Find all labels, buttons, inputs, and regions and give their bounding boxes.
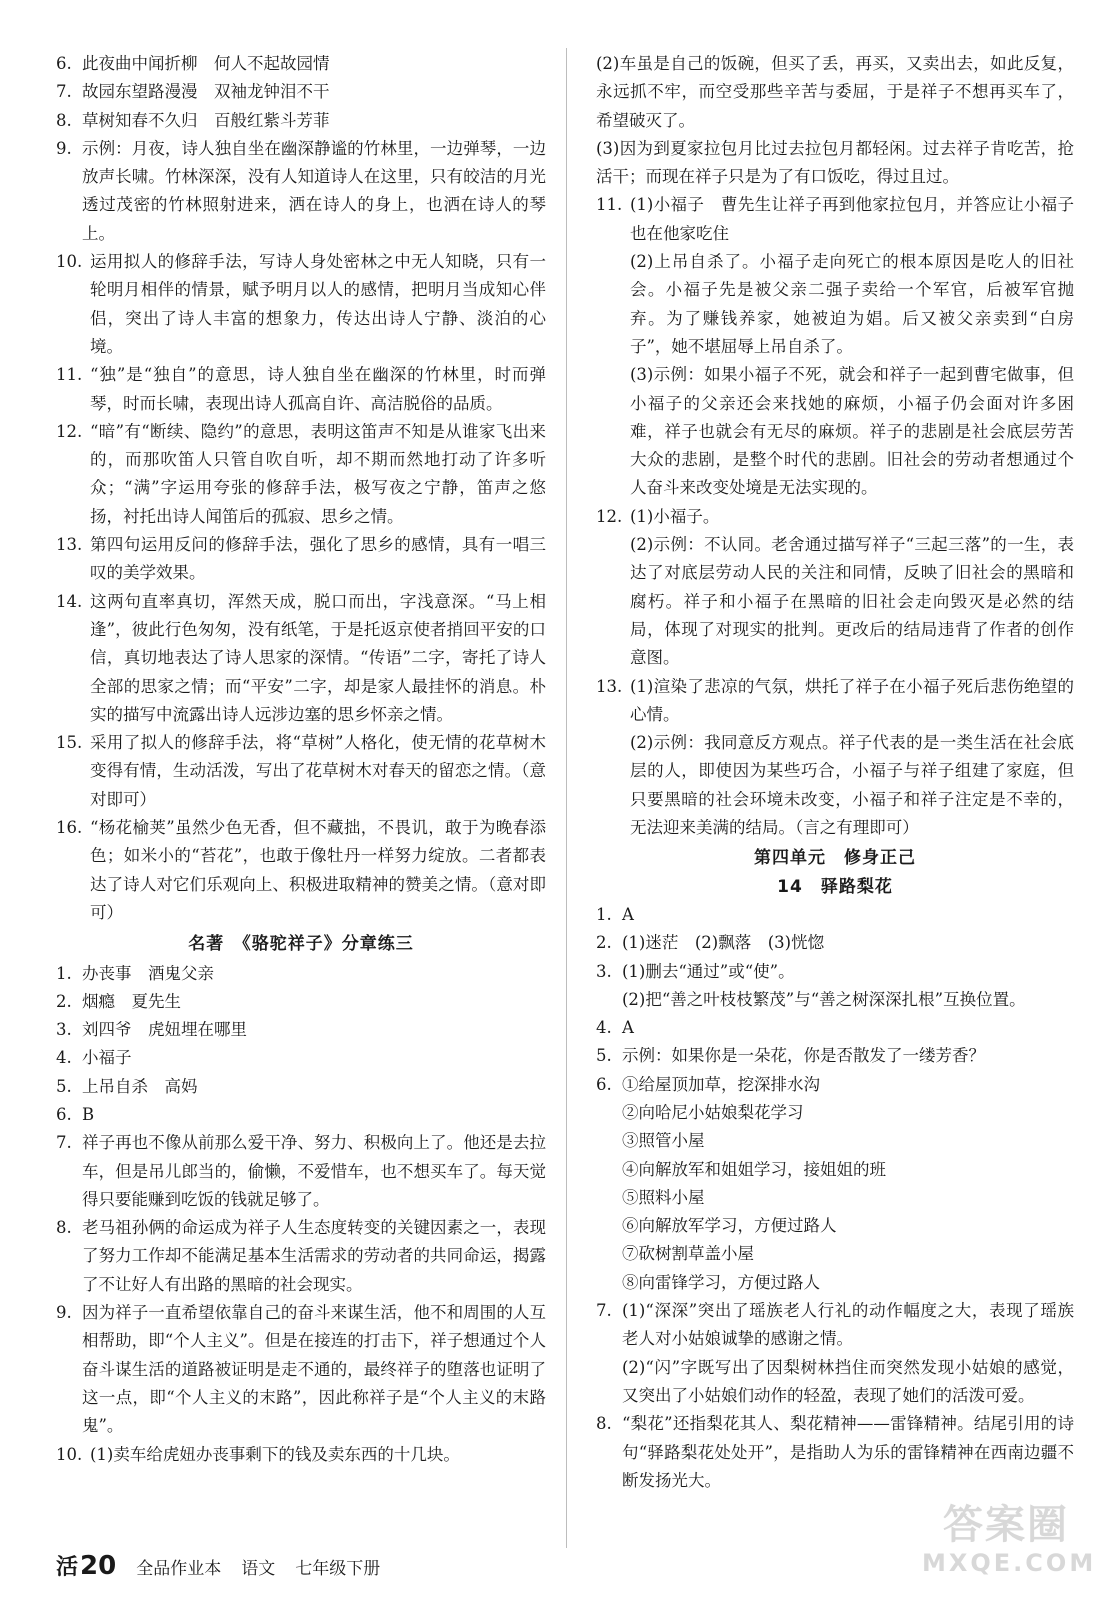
answer-line: (2)车虽是自己的饭碗，但买了丢，再买，又卖出去，如此反复，永远抓不牢，而空受那些辛苦与委屈，于是祥子不想再买车了，希望破灭了。	[596, 54, 1074, 130]
answer-line: (2)示例：我同意反方观点。祥子代表的是一类生活在社会底层的人，即使因为某些巧合，小福子与祥子组建了家庭，但只要黑暗的社会环境未改变，小福子和祥子注定是不幸的，无法迎来美满的结局。（言之有理即可）	[630, 733, 1074, 838]
answer-text	[622, 1071, 1074, 1297]
answer-line: “杨花榆荚”虽然少色无香，但不藏拙，不畏讥，敢于为晚春添色；如米小的“苔花”，也敢于像牡丹一样努力绽放。二者都表达了诗人对它们乐观向上、积极进取精神的赞美之情。（意对即可）	[90, 818, 546, 922]
answer-item	[56, 248, 546, 361]
answer-line: 此夜曲中闻折柳 何人不起故园情	[82, 54, 330, 73]
answer-number: 15.	[56, 733, 83, 753]
answer-number: 2.	[596, 933, 612, 953]
yilu-lihua-answers	[596, 901, 1074, 1495]
footer-huo: 活	[56, 1555, 79, 1580]
column-divider	[566, 48, 567, 1548]
answer-text	[82, 78, 546, 106]
answer-number: 8.	[56, 1218, 72, 1238]
answer-line: (2)“闪”字既写出了因梨树林挡住而突然发现小姑娘的感觉，又突出了小姑娘们动作的轻盈，表现了她们的活泼可爱。	[622, 1357, 1074, 1405]
answer-text	[90, 361, 546, 418]
answer-number: 13.	[596, 676, 623, 696]
answer-line: (1)删去“通过”或“使”。	[622, 961, 795, 981]
answer-line: ⑧向雷锋学习，方便过路人	[622, 1272, 820, 1292]
answer-text	[622, 958, 1074, 1015]
answer-number: 1.	[56, 963, 72, 983]
answer-number: 14.	[56, 591, 83, 611]
answer-number: 6.	[596, 1074, 612, 1094]
answer-number: 8.	[596, 1414, 612, 1434]
answer-item	[596, 958, 1074, 1015]
answer-item	[596, 673, 1074, 843]
answer-item	[596, 901, 1074, 929]
answer-item	[56, 1129, 546, 1214]
answer-line: ②向哈尼小姑娘梨花学习	[622, 1102, 804, 1122]
answer-number: 12.	[56, 421, 83, 441]
answer-number: 9.	[56, 138, 72, 158]
answer-text	[622, 1410, 1074, 1495]
answer-item	[56, 531, 546, 588]
answer-number: 16.	[56, 818, 83, 838]
answer-number: 11.	[56, 365, 83, 385]
answer-number: 4.	[596, 1018, 612, 1038]
answer-text	[82, 960, 546, 988]
answer-line: 办丧事 酒鬼父亲	[82, 963, 214, 983]
answer-line: 老马祖孙俩的命运成为祥子人生态度转变的关键因素之一，表现了努力工作却不能满足基本生活需求的劳动者的共同命运，揭露了不让好人有出路的黑暗的社会现实。	[82, 1218, 546, 1294]
answer-item	[56, 1441, 546, 1469]
watermark-big: 答案圈	[943, 1502, 1069, 1548]
answer-line: 这两句直率真切，浑然天成，脱口而出，字浅意深。“马上相逢”，彼此行色匆匆，没有纸笔，于是托返京使者捎回平安的口信，真切地表达了诗人思家的深情。“传语”二字，寄托了诗人全部的思家之情；而“平安”二字，却是家人最挂怀的消息。朴实的描写中流露出诗人远涉边塞的思乡怀亲之情。	[90, 591, 546, 724]
answer-line: 上吊自杀 高妈	[82, 1076, 198, 1096]
answer-text	[82, 1101, 546, 1129]
answer-number: 7.	[56, 82, 72, 102]
answer-text	[82, 988, 546, 1016]
right-column	[596, 50, 1074, 1495]
footer-book: 全品作业本	[136, 1559, 222, 1579]
footer-grade: 七年级下册	[295, 1559, 381, 1579]
answer-line: A	[622, 1018, 634, 1038]
left-column	[56, 50, 546, 1469]
footer-subject: 语文	[241, 1559, 276, 1579]
answer-text	[82, 50, 546, 78]
answer-item	[596, 1297, 1074, 1410]
answer-line: 示例：如果你是一朵花，你是否散发了一缕芳香？	[622, 1046, 985, 1066]
answer-line: ⑦砍树割草盖小屋	[622, 1244, 754, 1264]
answer-number: 3.	[596, 961, 612, 981]
answer-text	[90, 1441, 546, 1469]
answer-item	[596, 50, 1074, 191]
answer-text	[82, 1073, 546, 1101]
answer-item	[56, 729, 546, 814]
answer-number: 9.	[56, 1303, 72, 1323]
answer-item	[596, 1410, 1074, 1495]
answer-line: 因为祥子一直希望依靠自己的奋斗来谋生活，他不和周围的人互相帮助，即“个人主义”。但是在接连的打击下，祥子想通过个人奋斗谋生活的道路被证明是走不通的，最终祥子的堕落也证明了这一点，即“个人主义的末路”，因此称祥子是“个人主义的末路鬼”。	[82, 1303, 546, 1436]
answer-text	[622, 929, 1074, 957]
answer-line: B	[82, 1104, 95, 1124]
answer-number: 4.	[56, 1048, 72, 1068]
answer-number: 10.	[56, 1444, 83, 1464]
answer-text	[90, 418, 546, 531]
answer-item	[56, 1101, 546, 1129]
lesson-heading: 14 驿路梨花	[777, 876, 893, 897]
answer-item	[596, 1071, 1074, 1297]
luotuo-answers	[56, 960, 546, 1469]
answer-number: 6.	[56, 54, 72, 73]
answer-item	[56, 1214, 546, 1299]
answer-item	[596, 1042, 1074, 1070]
page-number: 20	[80, 1551, 117, 1581]
answer-number: 13.	[56, 535, 83, 555]
answer-line: ④向解放军和姐姐学习，接姐姐的班	[622, 1159, 886, 1179]
answer-line: (3)示例：如果小福子不死，就会和祥子一起到曹宅做事，但小福子的父亲还会来找她的麻烦，小福子仍会面对许多困难，祥子也就会有无尽的麻烦。祥子的悲剧是社会底层劳苦大众的悲剧，是整个时代的悲剧。旧社会的劳动者想通过个人奋斗来改变处境是无法实现的。	[630, 365, 1074, 498]
answer-item	[56, 988, 546, 1016]
section-heading-luotuo: 名著 《骆驼祥子》分章练三	[188, 934, 414, 955]
answer-line: ①给屋顶加草，挖深排水沟	[622, 1074, 820, 1094]
answer-line: ③照管小屋	[622, 1131, 705, 1151]
watermark-logo	[922, 1502, 1097, 1595]
answer-text	[90, 729, 546, 814]
answer-number: 3.	[56, 1020, 72, 1040]
answer-line: ⑥向解放军学习，方便过路人	[622, 1216, 837, 1236]
answer-line: (1)小福子 曹先生让祥子再到他家拉包月，并答应让小福子也在他家吃住	[630, 195, 1074, 243]
answer-line: 刘四爷 虎妞埋在哪里	[82, 1020, 247, 1040]
answer-item	[596, 929, 1074, 957]
answer-item	[56, 50, 546, 78]
answer-text	[90, 814, 546, 927]
answer-text	[82, 1214, 546, 1299]
answer-item	[56, 814, 546, 927]
answer-number: 12.	[596, 506, 623, 526]
answer-line: 运用拟人的修辞手法，写诗人身处密林之中无人知晓，只有一轮明月相伴的情景，赋予明月以人的感情，把明月当成知心伴侣，突出了诗人丰富的想象力，传达出诗人宁静、淡泊的心境。	[90, 252, 546, 356]
answer-line: (3)因为到夏家拉包月比过去拉包月都轻闲。过去祥子肯吃苦，抢活干；而现在祥子只是为了有口饭吃，得过且过。	[596, 138, 1074, 187]
answer-item	[596, 191, 1074, 502]
answer-number: 11.	[596, 195, 623, 215]
answer-line: (1)渲染了悲凉的气氛，烘托了祥子在小福子死后悲伤绝望的心情。	[630, 676, 1074, 724]
answer-text	[596, 50, 1074, 191]
answer-text	[90, 531, 546, 588]
answer-line: 烟瘾 夏先生	[82, 991, 181, 1011]
answer-item	[56, 1016, 546, 1044]
answer-text	[630, 503, 1074, 673]
answer-line: 采用了拟人的修辞手法，将“草树”人格化，使无情的花草树木变得有情，生动活泼，写出了花草树木对春天的留恋之情。（意对即可）	[90, 733, 546, 809]
answer-line: 故园东望路漫漫 双袖龙钟泪不干	[82, 82, 330, 102]
answer-line: (1)卖车给虎妞办丧事剩下的钱及卖东西的十几块。	[90, 1444, 460, 1464]
answer-line: (2)把“善之叶枝枝繁茂”与“善之树深深扎根”互换位置。	[622, 989, 1026, 1009]
answer-text	[82, 1129, 546, 1214]
unit-heading: 第四单元 修身正己	[754, 848, 916, 869]
answer-line: 祥子再也不像从前那么爱干净、努力、积极向上了。他还是去拉车，但是吊儿郎当的，偷懒，不爱惜车，也不想买车了。每天觉得只要能赚到吃饭的钱就足够了。	[82, 1133, 546, 1209]
answer-item	[56, 135, 546, 248]
answer-text	[90, 248, 546, 361]
poetry-answers	[56, 50, 546, 927]
answer-line: “梨花”还指梨花其人、梨花精神——雷锋精神。结尾引用的诗句“驿路梨花处处开”，是指助人为乐的雷锋精神在西南边疆不断发扬光大。	[622, 1414, 1074, 1490]
answer-text	[82, 1044, 546, 1072]
answer-line: 第四句运用反问的修辞手法，强化了思乡的感情，具有一唱三叹的美学效果。	[90, 535, 546, 583]
answer-text	[622, 1014, 1074, 1042]
answer-number: 8.	[56, 110, 72, 130]
answer-line: 示例：月夜，诗人独自坐在幽深静谧的竹林里，一边弹琴，一边放声长啸。竹林深深，没有人知道诗人在这里，只有皎洁的月光透过茂密的竹林照射进来，洒在诗人的身上，也洒在诗人的琴上。	[82, 138, 546, 243]
answer-number: 2.	[56, 991, 72, 1011]
answer-item	[56, 588, 546, 729]
answer-number: 5.	[596, 1046, 612, 1066]
answer-text	[82, 135, 546, 248]
answer-text	[622, 1042, 1074, 1070]
answer-text	[622, 901, 1074, 929]
answer-line: ⑤照料小屋	[622, 1187, 705, 1207]
answer-item	[56, 361, 546, 418]
answer-number: 10.	[56, 252, 83, 272]
answer-line: “暗”有“断续、隐约”的意思，表明这笛声不知是从谁家飞出来的，而那吹笛人只管自吹自听，却不期而然地打动了许多听众；“满”字运用夸张的修辞手法，极写夜之宁静，笛声之悠扬，衬托出诗人闻笛后的孤寂、思乡之情。	[90, 421, 546, 526]
answer-text	[630, 673, 1074, 843]
answer-line: 草树知春不久归 百般红紫斗芳菲	[82, 110, 330, 130]
luotuo-answers-continued	[596, 50, 1074, 842]
answer-line: (1)迷茫 (2)飘落 (3)恍惚	[622, 933, 825, 953]
answer-line: (2)上吊自杀了。小福子走向死亡的根本原因是吃人的旧社会。小福子先是被父亲二强子卖给一个军官，后被军官抛弃。为了赚钱养家，她被迫为娼。后又被父亲卖到“白房子”，她不堪屈辱上吊自杀了。	[630, 252, 1074, 356]
answer-item	[56, 1073, 546, 1101]
answer-text	[82, 1299, 546, 1440]
answer-text	[622, 1297, 1074, 1410]
answer-text	[630, 191, 1074, 502]
answer-item	[56, 960, 546, 988]
answer-line: (1)“深深”突出了瑶族老人行礼的动作幅度之大，表现了瑶族老人对小姑娘诚挚的感谢之情。	[622, 1301, 1074, 1349]
answer-item	[56, 107, 546, 135]
answer-item	[596, 1014, 1074, 1042]
answer-number: 7.	[56, 1133, 72, 1153]
answer-text	[90, 588, 546, 729]
answer-number: 1.	[596, 904, 612, 924]
answer-item	[56, 1044, 546, 1072]
answer-number: 6.	[56, 1104, 72, 1124]
answer-text	[82, 107, 546, 135]
answer-text	[82, 1016, 546, 1044]
answer-item	[56, 78, 546, 106]
answer-line: A	[622, 904, 634, 924]
answer-line: “独”是“独自”的意思，诗人独自坐在幽深的竹林里，时而弹琴，时而长啸，表现出诗人孤高自许、高洁脱俗的品质。	[90, 365, 546, 413]
answer-item	[56, 1299, 546, 1440]
watermark-small: MXQE.COM	[922, 1549, 1097, 1577]
answer-number: 7.	[596, 1301, 612, 1321]
page-footer	[56, 1552, 380, 1584]
answer-item	[56, 418, 546, 531]
answer-line: (1)小福子。	[630, 506, 720, 526]
answer-line: 小福子	[82, 1048, 132, 1068]
answer-line: (2)示例：不认同。老舍通过描写祥子“三起三落”的一生，表达了对底层劳动人民的关注和同情，反映了旧社会的黑暗和腐朽。祥子和小福子在黑暗的旧社会走向毁灭是必然的结局，体现了对现实的批判。更改后的结局违背了作者的创作意图。	[630, 535, 1074, 668]
answer-number: 5.	[56, 1076, 72, 1096]
answer-item	[596, 503, 1074, 673]
